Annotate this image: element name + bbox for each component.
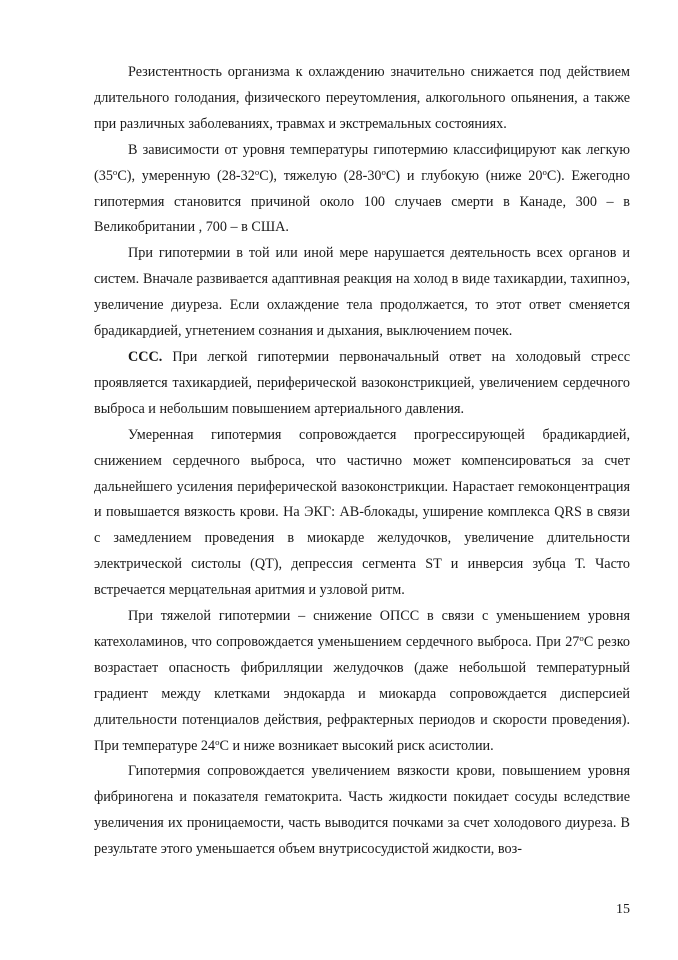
paragraph-organ-systems: При гипотермии в той или иной мере нарушается деятельность всех органов и систем. Вначале развивается адаптивная реакция на холод в виде тахикардии, тахипноэ, увеличение диуреза. Если охлаждение тела продолжается, то этот ответ сменяется брадикардией, угнетением сознания и дыхания, выключением почек. [94,245,630,340]
text-segment: С) и глубокую (ниже 20 [385,167,543,184]
paragraph-cardiovascular [94,345,630,423]
degree-superscript: o [381,166,386,177]
text-segment: С и ниже возникает высокий риск асистолии. [219,737,494,754]
text-segment: С резко возрастает опасность фибрилляции желудочков (даже небольшой температурный градиент между клетками эндокарда и миокарда сопровождается дисперсией длительности потенциалов действия, рефрактерных периодов и скорости проведения). При температуре 24 [94,633,630,754]
paragraph-cold-resistance: Резистентность организма к охлаждению значительно снижается под действием длительного голодания, физического переутомления, алкогольного опьянения, а также при различных заболеваниях, травмах и экстремальных состояниях. [94,64,630,132]
degree-superscript: o [254,166,260,177]
bold-lead-label: ССС. [128,348,163,365]
text-segment: При тяжелой гипотермии – снижение ОПСС в связи с уменьшением уровня катехоламинов, что сопровождается уменьшением сердечного выброса. При 27 [94,608,630,650]
paragraph-severe-hypothermia [94,604,630,759]
text-segment: В зависимости от уровня температуры гипотермию классифицируют как легкую (35 [94,141,630,184]
degree-superscript: o [542,166,547,177]
text-segment: С), умеренную (28-32 [117,167,255,184]
document-body [94,60,630,863]
degree-superscript: o [215,736,220,747]
degree-superscript: o [579,633,584,644]
text-segment: С), тяжелую (28-30 [259,167,382,184]
degree-superscript: o [112,166,118,177]
text-segment: При легкой гипотермии первоначальный ответ на холодовый стресс проявляется тахикардией, периферической вазоконстрикцией, увеличением сердечного выброса и небольшим повышением артериального давления. [94,348,630,417]
page-number: 15 [616,902,630,917]
paragraph-blood-viscosity: Гипотермия сопровождается увеличением вязкости крови, повышением уровня фибриногена и показателя гематокрита. Часть жидкости покидает сосуды вследствие увеличения их проницаемости, часть выводится почками за счет холодового диуреза. В результате этого уменьшается объем внутрисосудистой жидкости, воз- [94,763,630,858]
text-segment: С). Ежегодно гипотермия становится причиной около 100 случаев смерти в Канаде, 300 – в Великобритании , 700 – в США. [94,167,630,236]
paragraph-hypothermia-classification [94,138,630,242]
paragraph-moderate-hypothermia: Умеренная гипотермия сопровождается прогрессирующей брадикардией, снижением сердечного выброса, что частично может компенсироваться за счет дальнейшего усиления периферической вазоконстрикции. Нарастает гемоконцентрация и повышается вязкость крови. На ЭКГ: АВ-блокады, уширение комплекса QRS в связи с замедлением проведения в миокарде желудочков, увеличение длительности электрической систолы (QT), депрессия сегмента ST и инверсия зубца Т. Часто встречается мерцательная аритмия и узловой ритм. [94,426,630,599]
